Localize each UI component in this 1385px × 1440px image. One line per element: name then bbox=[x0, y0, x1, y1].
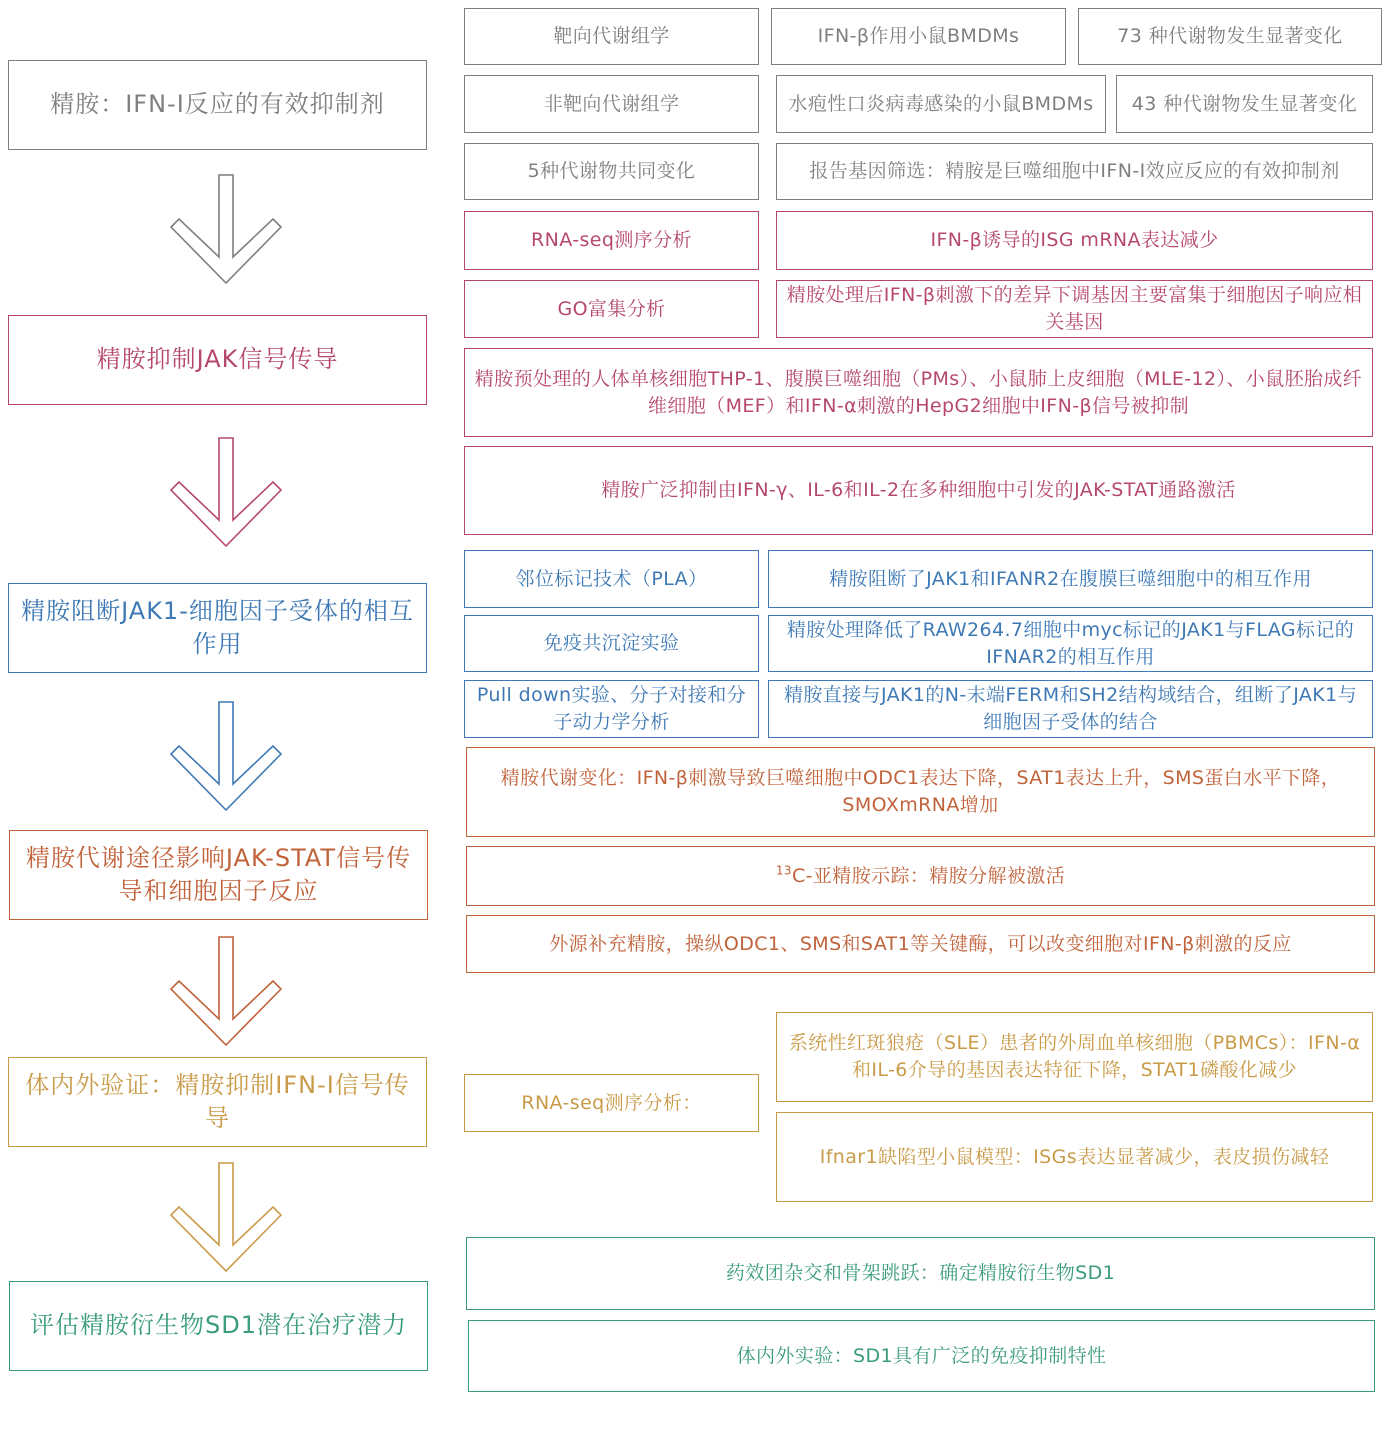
result-box bbox=[776, 1012, 1373, 1102]
result-label: 报告基因筛选：精胺是巨噬细胞中IFN-I效应反应的有效抑制剂 bbox=[809, 160, 1340, 183]
result-box bbox=[776, 280, 1373, 338]
method-box bbox=[464, 680, 759, 738]
model-label: IFN-β作用小鼠BMDMs bbox=[817, 25, 1020, 48]
result-label: 43 种代谢物发生显著变化 bbox=[1131, 92, 1358, 115]
step-label: 精胺阻断JAK1-细胞因子受体的相互作用 bbox=[21, 596, 414, 658]
result-box-wide bbox=[466, 915, 1375, 973]
step-box-6 bbox=[9, 1281, 428, 1371]
result-box bbox=[768, 680, 1373, 738]
method-label: 邻位标记技术（PLA） bbox=[515, 567, 708, 590]
result-label: 精胺广泛抑制由IFN-γ、IL-6和IL-2在多种细胞中引发的JAK-STAT通路激活 bbox=[601, 479, 1236, 502]
step-box-3 bbox=[8, 583, 427, 673]
result-box bbox=[776, 211, 1373, 270]
method-box bbox=[464, 75, 759, 133]
result-box bbox=[1078, 8, 1382, 65]
result-label: 系统性红斑狼疮（SLE）患者的外周血单核细胞（PBMCs）：IFN-α和IL-6介导的基因表达特征下降，STAT1磷酸化减少 bbox=[788, 1032, 1361, 1081]
method-label: 非靶向代谢组学 bbox=[543, 92, 680, 115]
method-label: RNA-seq测序分析： bbox=[521, 1091, 702, 1114]
result-label: 药效团杂交和骨架跳跃：确定精胺衍生物SD1 bbox=[725, 1262, 1116, 1285]
model-box bbox=[771, 8, 1066, 65]
result-label: 精胺代谢变化：IFN-β刺激导致巨噬细胞中ODC1表达下降，SAT1表达上升，SMS蛋白水平下降，SMOXmRNA增加 bbox=[500, 767, 1341, 816]
tracing-text: C-亚精胺示踪：精胺分解被激活 bbox=[791, 864, 1066, 887]
result-box bbox=[1116, 75, 1373, 133]
tracing-label bbox=[776, 863, 1065, 890]
method-label: 免疫共沉淀实验 bbox=[543, 632, 680, 655]
result-label: 精胺阻断了JAK1和IFANR2在腹膜巨噬细胞中的相互作用 bbox=[829, 567, 1312, 590]
method-box bbox=[464, 280, 759, 338]
result-label: 精胺预处理的人体单核细胞THP-1、腹膜巨噬细胞（PMs）、小鼠肺上皮细胞（MLE-12）、小鼠胚胎成纤维细胞（MEF）和IFN-α刺激的HepG2细胞中IFN-β信号被抑制 bbox=[474, 367, 1363, 417]
result-label: Ifnar1缺陷型小鼠模型：ISGs表达显著减少，表皮损伤减轻 bbox=[819, 1145, 1330, 1168]
result-box bbox=[768, 550, 1373, 608]
method-box bbox=[464, 211, 759, 270]
method-box bbox=[464, 550, 759, 608]
result-label: 体内外实验：SD1具有广泛的免疫抑制特性 bbox=[736, 1344, 1107, 1367]
down-arrow-icon bbox=[170, 702, 282, 812]
step-box-1 bbox=[8, 60, 427, 150]
result-label: IFN-β诱导的ISG mRNA表达减少 bbox=[930, 229, 1219, 252]
down-arrow-icon bbox=[170, 175, 282, 285]
result-label: 精胺直接与JAK1的N-末端FERM和SH2结构域结合，组断了JAK1与细胞因子受体的结合 bbox=[783, 684, 1358, 733]
result-box-wide bbox=[464, 348, 1373, 437]
model-box bbox=[776, 75, 1106, 133]
isotope-superscript: 13 bbox=[775, 863, 792, 878]
step-box-5 bbox=[8, 1057, 427, 1147]
method-label: 5种代谢物共同变化 bbox=[527, 160, 696, 183]
method-box bbox=[464, 615, 759, 672]
method-label: 靶向代谢组学 bbox=[553, 25, 670, 48]
down-arrow-icon bbox=[170, 1163, 282, 1273]
step-box-4 bbox=[9, 830, 428, 920]
method-box bbox=[464, 1074, 759, 1132]
result-box-wide bbox=[466, 747, 1375, 837]
result-label: 精胺处理降低了RAW264.7细胞中myc标记的JAK1与FLAG标记的IFNAR2的相互作用 bbox=[786, 618, 1355, 668]
step-label: 评估精胺衍生物SD1潜在治疗潜力 bbox=[30, 1311, 407, 1340]
down-arrow-icon bbox=[170, 937, 282, 1047]
result-box bbox=[776, 1112, 1373, 1202]
step-label: 体内外验证：精胺抑制IFN-I信号传导 bbox=[25, 1070, 410, 1132]
step-box-2 bbox=[8, 315, 427, 405]
result-box-wide bbox=[464, 446, 1373, 535]
step-label: 精胺抑制JAK信号传导 bbox=[96, 345, 339, 374]
result-label: 精胺处理后IFN-β刺激下的差异下调基因主要富集于细胞因子响应相关基因 bbox=[786, 284, 1363, 333]
model-label: 水疱性口炎病毒感染的小鼠BMDMs bbox=[788, 92, 1094, 115]
result-box-wide bbox=[468, 1320, 1375, 1392]
step-label: 精胺：IFN-I反应的有效抑制剂 bbox=[50, 90, 385, 119]
method-box bbox=[464, 143, 759, 200]
result-label: 73 种代谢物发生显著变化 bbox=[1117, 25, 1343, 48]
result-box-wide bbox=[466, 846, 1375, 906]
method-label: Pull down实验、分子对接和分子动力学分析 bbox=[476, 684, 747, 733]
method-label: RNA-seq测序分析 bbox=[531, 229, 692, 252]
result-box bbox=[768, 615, 1373, 672]
step-label: 精胺代谢途径影响JAK-STAT信号传导和细胞因子反应 bbox=[25, 843, 412, 905]
result-box-wide bbox=[466, 1237, 1375, 1310]
result-label: 外源补充精胺，操纵ODC1、SMS和SAT1等关键酶，可以改变细胞对IFN-β刺激的反应 bbox=[549, 932, 1292, 955]
down-arrow-icon bbox=[170, 438, 282, 548]
method-box bbox=[464, 8, 759, 65]
result-box bbox=[776, 143, 1373, 200]
method-label: GO富集分析 bbox=[557, 297, 666, 320]
